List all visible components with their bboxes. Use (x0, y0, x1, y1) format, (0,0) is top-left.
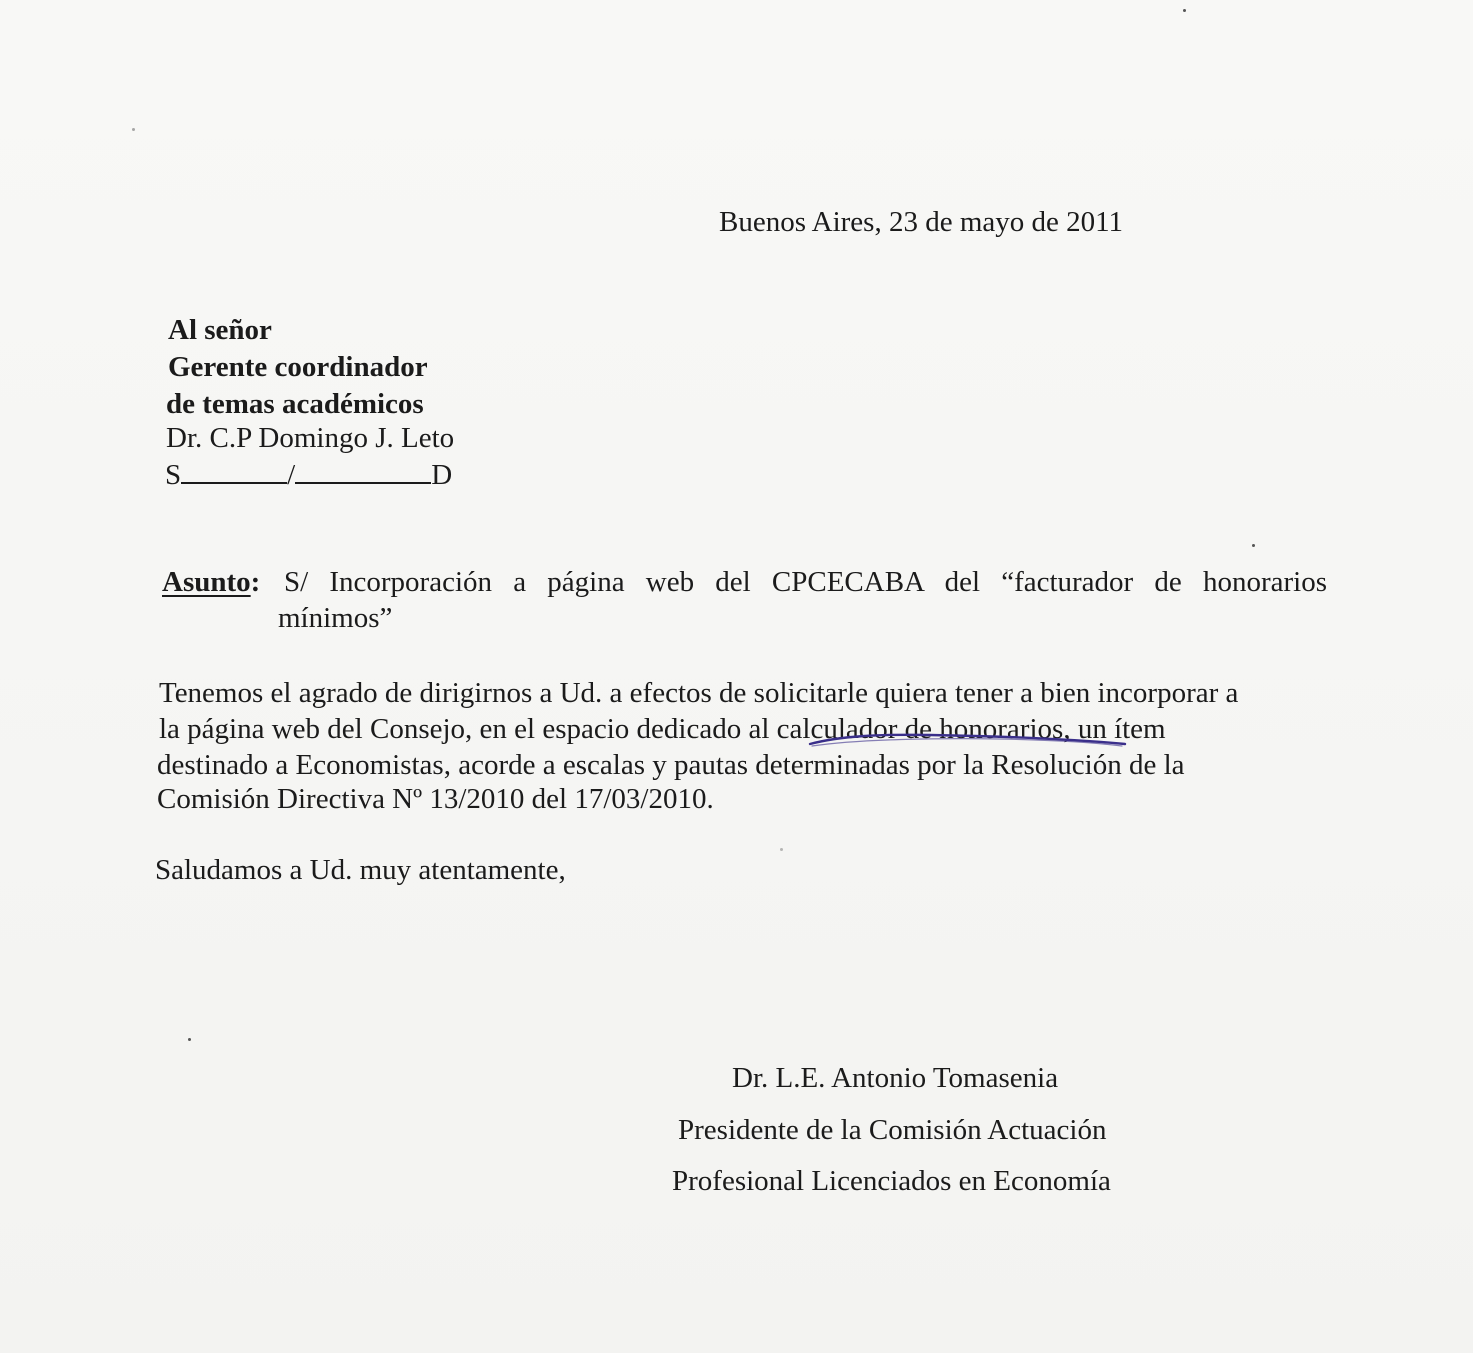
subject-text-line-1: S/ Incorporación a página web del CPCECABA del “facturador de honorarios (284, 566, 1327, 598)
subject-colon: : (250, 566, 261, 598)
subject-text-line-2: mínimos” (278, 602, 393, 634)
signature-title-2: Profesional Licenciados en Economía (672, 1165, 1111, 1197)
subject-label: Asunto (162, 566, 251, 598)
scan-speck (780, 848, 783, 851)
sd-letter-s: S (165, 459, 182, 491)
body-line-3: destinado a Economistas, acorde a escalas y pautas determinadas por la Resolución de la (157, 749, 1185, 781)
closing-line: Saludamos a Ud. muy atentamente, (155, 854, 566, 886)
body-line-1: Tenemos el agrado de dirigirnos a Ud. a efectos de solicitarle quiera tener a bien incorporar a (159, 677, 1239, 709)
signature-name: Dr. L.E. Antonio Tomasenia (732, 1062, 1059, 1094)
date-line: Buenos Aires, 23 de mayo de 2011 (719, 206, 1124, 238)
recipient-line-3: de temas académicos (166, 388, 424, 420)
sd-blank-2 (295, 460, 431, 484)
scan-speck (188, 1038, 191, 1041)
sd-slash: / (287, 459, 296, 491)
body-line-2-end: , un ítem (1063, 713, 1166, 745)
sd-blank-1 (181, 460, 287, 484)
body-line-2 (159, 715, 1166, 744)
recipient-line-2: Gerente coordinador (168, 351, 428, 383)
salutation-abbrev (165, 460, 452, 490)
body-line-2-start: la página web del Consejo, en el espacio dedicado al (159, 713, 770, 745)
recipient-line-1: Al señor (168, 314, 272, 346)
scan-speck (1183, 9, 1186, 12)
subject-heading (162, 568, 260, 597)
body-line-4: Comisión Directiva Nº 13/2010 del 17/03/2010. (157, 783, 714, 815)
recipient-name: Dr. C.P Domingo J. Leto (166, 422, 455, 454)
sd-letter-d: D (431, 459, 453, 491)
signature-title-1: Presidente de la Comisión Actuación (678, 1114, 1107, 1146)
highlighted-phrase: calculador de honorarios (769, 713, 1064, 745)
scan-speck (1252, 544, 1255, 547)
scan-speck (132, 128, 135, 131)
